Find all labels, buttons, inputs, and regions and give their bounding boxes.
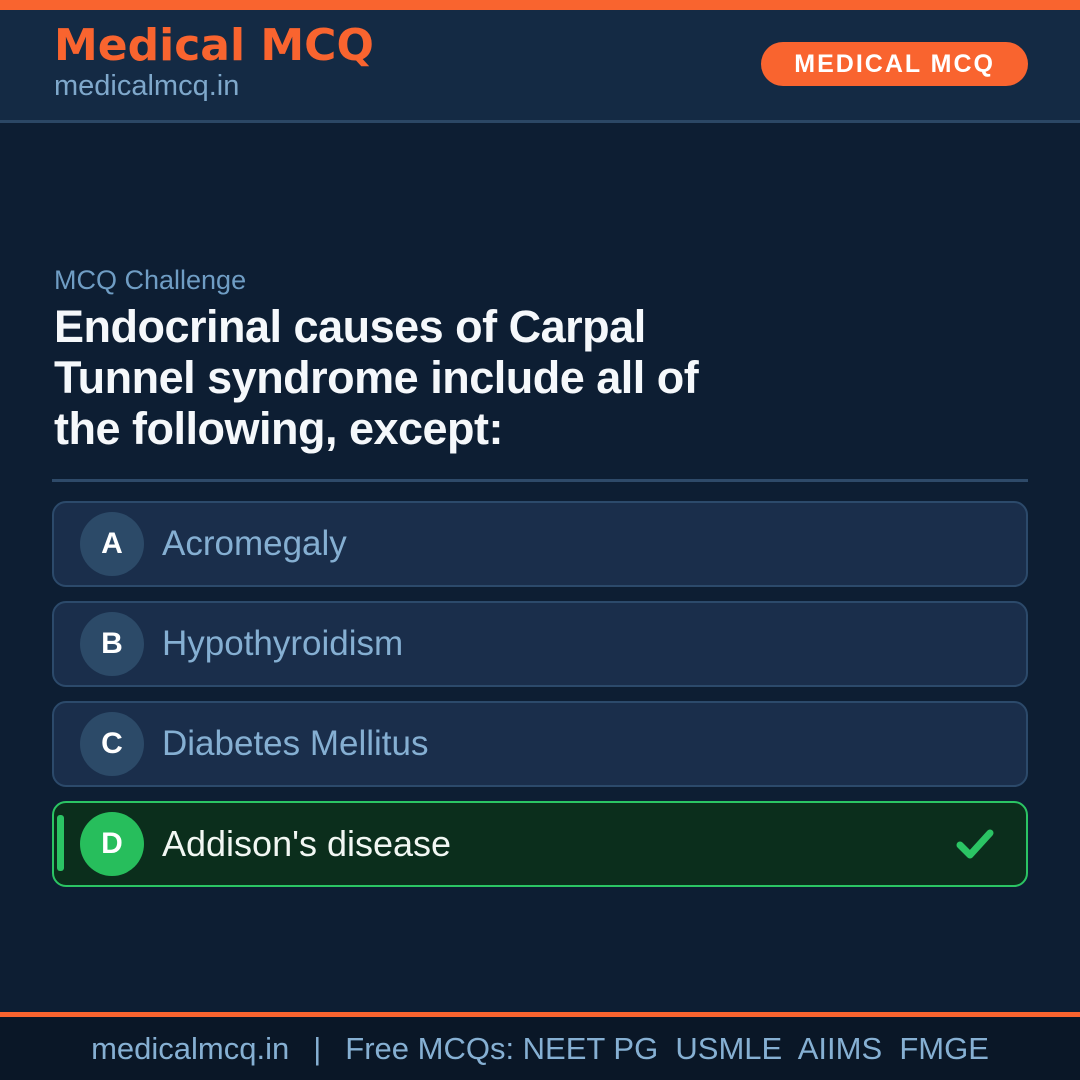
header (0, 10, 1080, 123)
question-title-line-1: Endocrinal causes of Carpal (54, 301, 646, 353)
option-c-letter-badge: C (80, 712, 144, 776)
top-accent-bar (0, 0, 1080, 10)
question-section (0, 123, 1080, 1012)
brand-title: Medical MCQ (54, 20, 374, 72)
footer-tagline: Free MCQs: NEET PG USMLE AIIMS FMGE (345, 1030, 989, 1066)
footer-site: medicalmcq.in (91, 1030, 290, 1066)
option-a-label: Acromegaly (162, 524, 347, 564)
footer (0, 1017, 1080, 1080)
option-d-letter-badge: D (80, 812, 144, 876)
footer-separator: | (313, 1030, 322, 1066)
checkmark-icon (956, 828, 994, 860)
option-d-label: Addison's disease (162, 823, 452, 865)
option-b[interactable] (52, 601, 1028, 687)
question-eyebrow: MCQ Challenge (54, 265, 247, 295)
option-b-label: Hypothyroidism (162, 624, 404, 664)
correct-answer-accent-bar (57, 815, 64, 871)
option-a-letter-badge: A (80, 512, 144, 576)
question-title (54, 301, 1028, 454)
brand-block (54, 20, 374, 102)
option-b-letter-badge: B (80, 612, 144, 676)
option-d-correct-answer[interactable] (52, 801, 1028, 887)
question-title-line-3: the following, except: (54, 403, 504, 455)
option-c[interactable] (52, 701, 1028, 787)
brand-badge: MEDICAL MCQ (761, 42, 1028, 86)
option-c-label: Diabetes Mellitus (162, 724, 429, 764)
option-a[interactable] (52, 501, 1028, 587)
brand-subtitle: medicalmcq.in (54, 69, 240, 102)
options-list (52, 501, 1028, 887)
question-divider (52, 479, 1028, 482)
question-title-line-2: Tunnel syndrome include all of (54, 352, 699, 404)
